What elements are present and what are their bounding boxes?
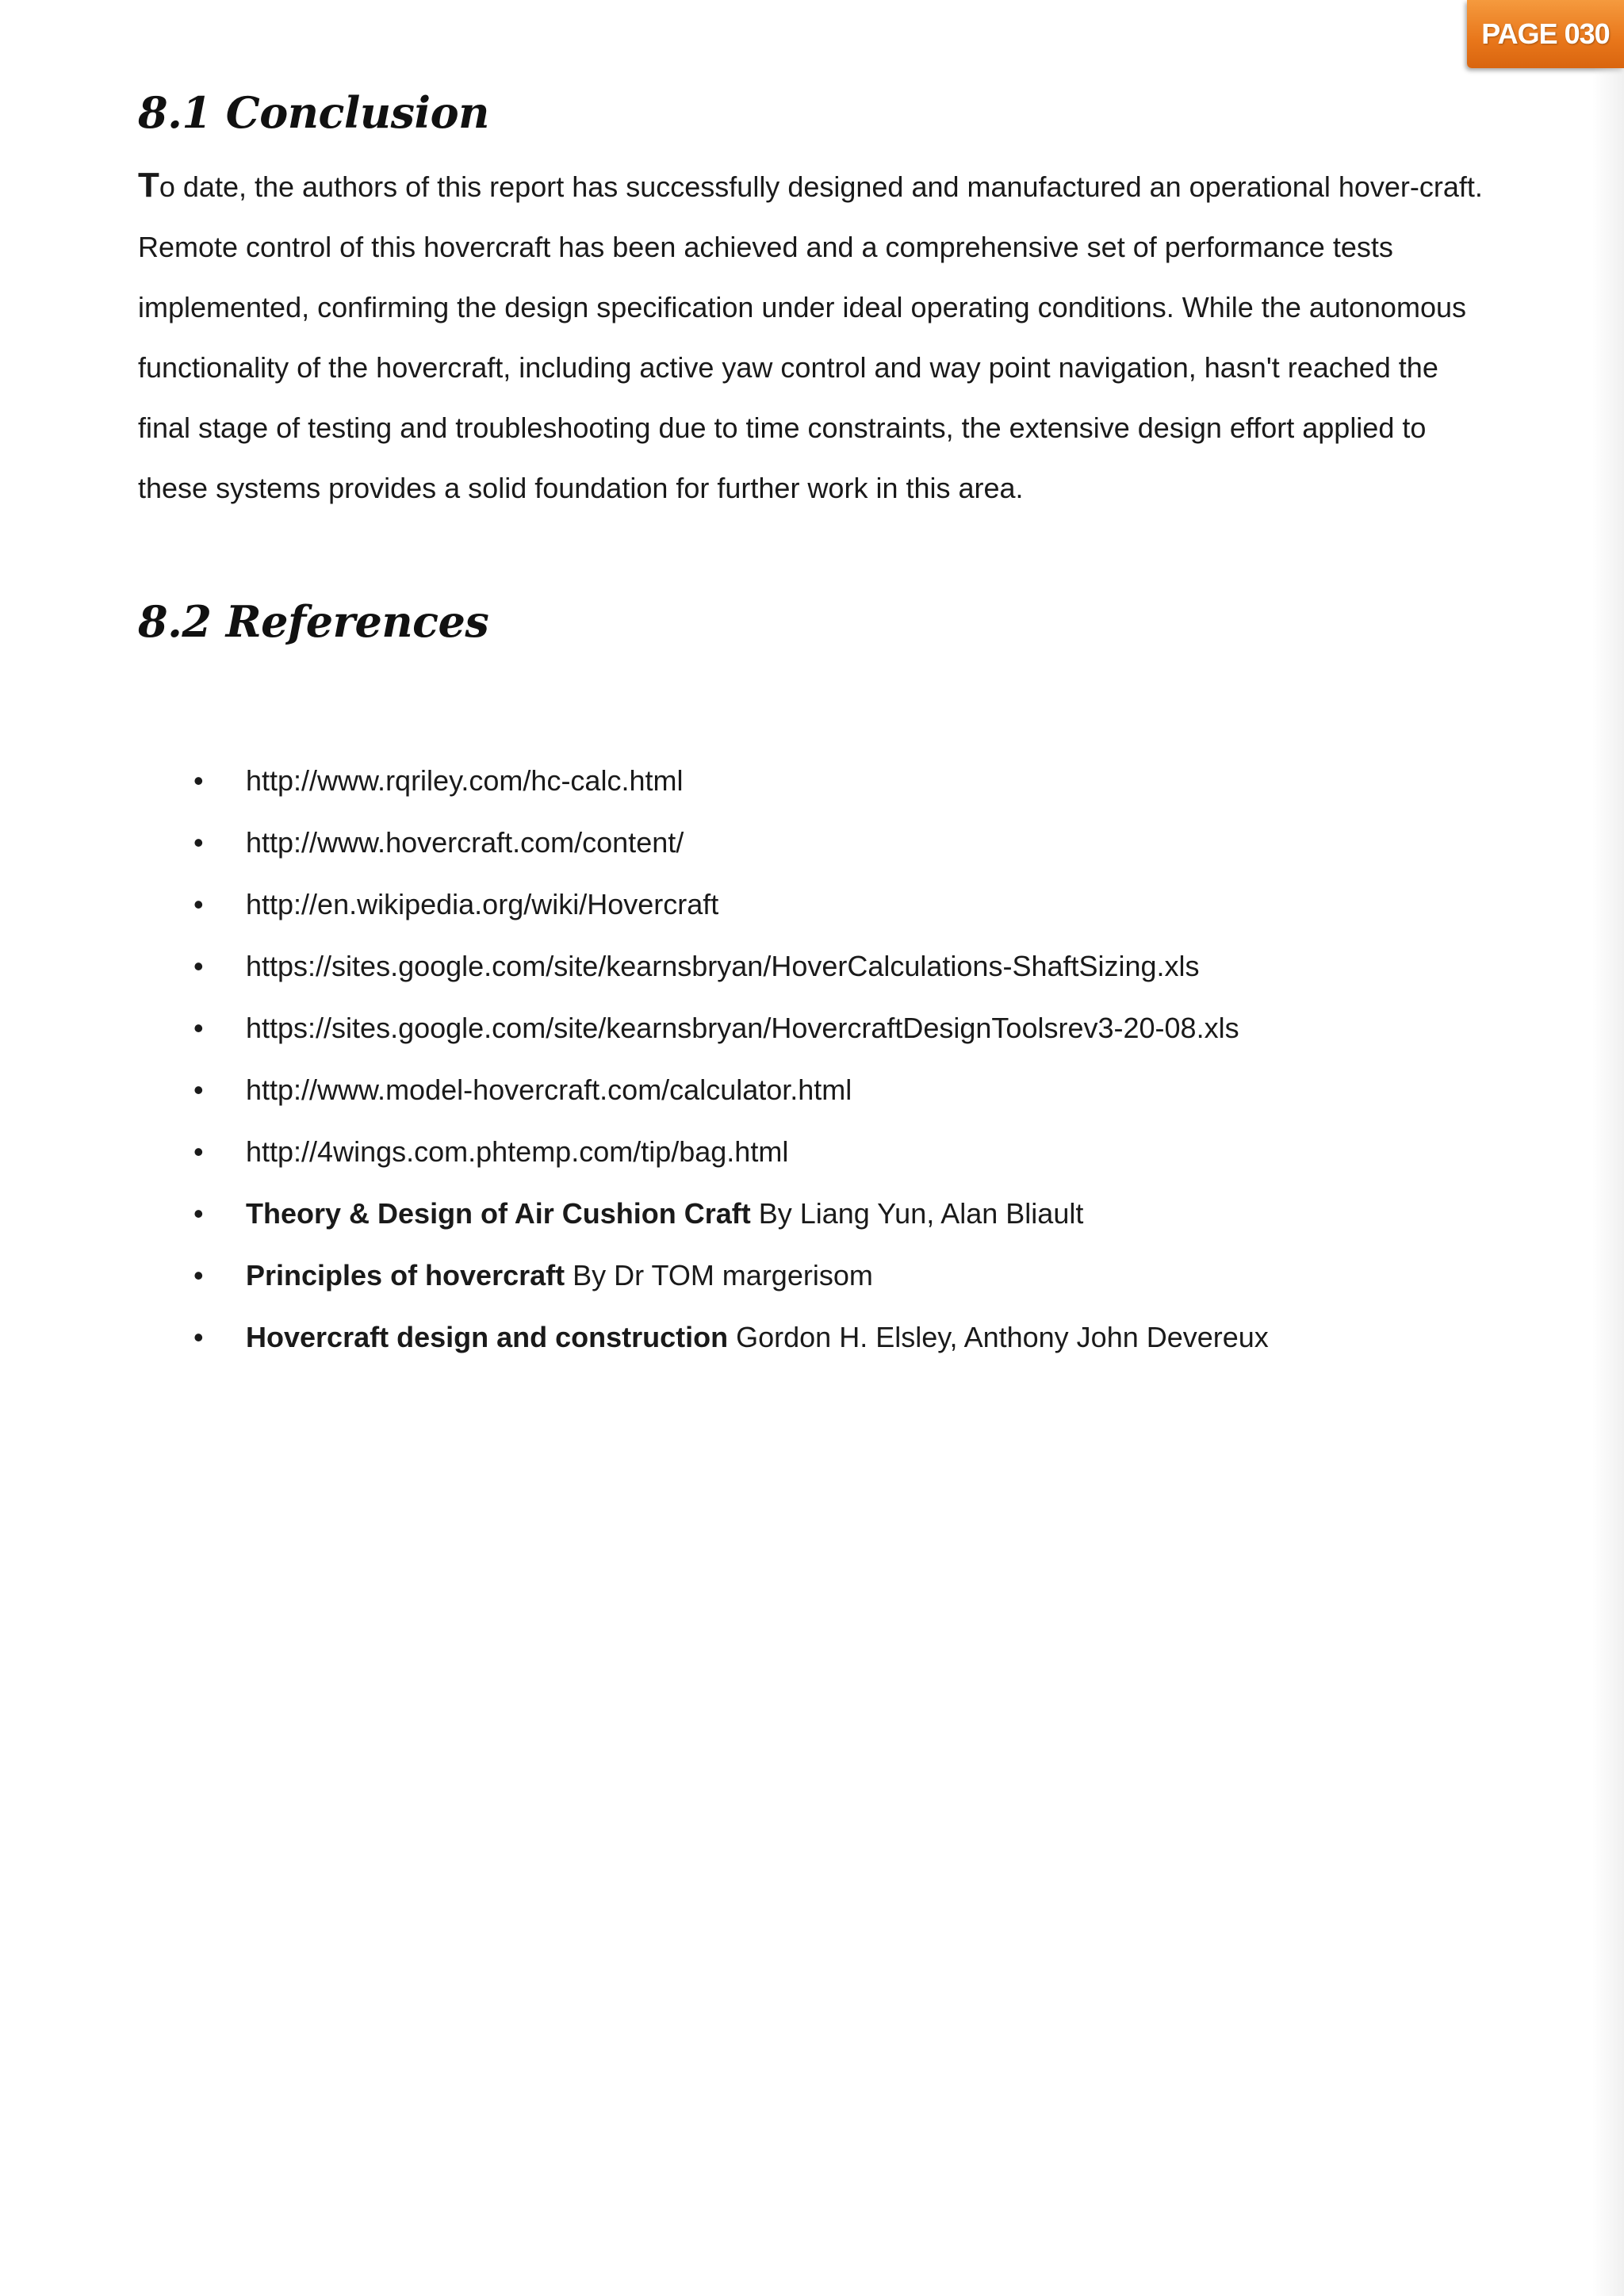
reference-link[interactable]: http://www.hovercraft.com/content/	[246, 826, 684, 859]
reference-link[interactable]: https://sites.google.com/site/kearnsbryan/HoverCalculations-ShaftSizing.xls	[246, 950, 1200, 982]
reference-book-authors: By Dr TOM margerisom	[565, 1259, 873, 1292]
references-heading: 8.2 References	[138, 596, 489, 647]
bullet-icon: •	[193, 764, 204, 797]
reference-item	[138, 997, 1494, 1059]
reference-item	[138, 1307, 1494, 1368]
bullet-icon: •	[193, 1073, 204, 1106]
conclusion-heading: 8.1 Conclusion	[138, 87, 489, 138]
conclusion-paragraph	[138, 155, 1496, 519]
conclusion-text: o date, the authors of this report has successfully designed and manufactured an operational hover-craft. Remote control of this hovercraft has been achieved and a comprehensive set of performance tests implemented, confirming the design specification under ideal operating conditions. While the autonomous functionality of the hovercraft, including active yaw control and way point navigation, hasn't reached the final stage of testing and troubleshooting due to time constraints, the extensive design effort applied to these systems provides a solid foundation for further work in this area.	[138, 170, 1483, 504]
reference-book-title: Theory & Design of Air Cushion Craft	[246, 1197, 751, 1230]
reference-book-authors: By Liang Yun, Alan Bliault	[750, 1197, 1084, 1230]
reference-item	[138, 1121, 1494, 1183]
page-number-label: PAGE 030	[1481, 17, 1610, 50]
bullet-icon: •	[193, 1197, 204, 1230]
page-edge-shade	[1592, 68, 1624, 2296]
reference-item	[138, 936, 1494, 997]
bullet-icon: •	[193, 1012, 204, 1044]
reference-book-authors: Gordon H. Elsley, Anthony John Devereux	[728, 1321, 1269, 1353]
references-list	[138, 750, 1494, 1368]
reference-link[interactable]: http://4wings.com.phtemp.com/tip/bag.html	[246, 1135, 789, 1168]
document-body	[138, 87, 1494, 1368]
page-number-tab	[1467, 0, 1624, 68]
reference-item	[138, 874, 1494, 936]
reference-book-title: Principles of hovercraft	[246, 1259, 565, 1292]
bullet-icon: •	[193, 826, 204, 859]
bullet-icon: •	[193, 1321, 204, 1353]
reference-item	[138, 1183, 1494, 1245]
reference-item	[138, 1245, 1494, 1307]
bullet-icon: •	[193, 1135, 204, 1168]
reference-item	[138, 1059, 1494, 1121]
reference-item	[138, 750, 1494, 812]
bullet-icon: •	[193, 950, 204, 982]
reference-link[interactable]: http://www.model-hovercraft.com/calculator.html	[246, 1073, 852, 1106]
bullet-icon: •	[193, 888, 204, 920]
reference-link[interactable]: https://sites.google.com/site/kearnsbryan/HovercraftDesignToolsrev3-20-08.xls	[246, 1012, 1239, 1044]
bullet-icon: •	[193, 1259, 204, 1292]
reference-link[interactable]: http://www.rqriley.com/hc-calc.html	[246, 764, 684, 797]
reference-book-title: Hovercraft design and construction	[246, 1321, 729, 1353]
reference-link[interactable]: http://en.wikipedia.org/wiki/Hovercraft	[246, 888, 719, 920]
conclusion-dropcap: T	[138, 166, 159, 205]
reference-item	[138, 812, 1494, 874]
